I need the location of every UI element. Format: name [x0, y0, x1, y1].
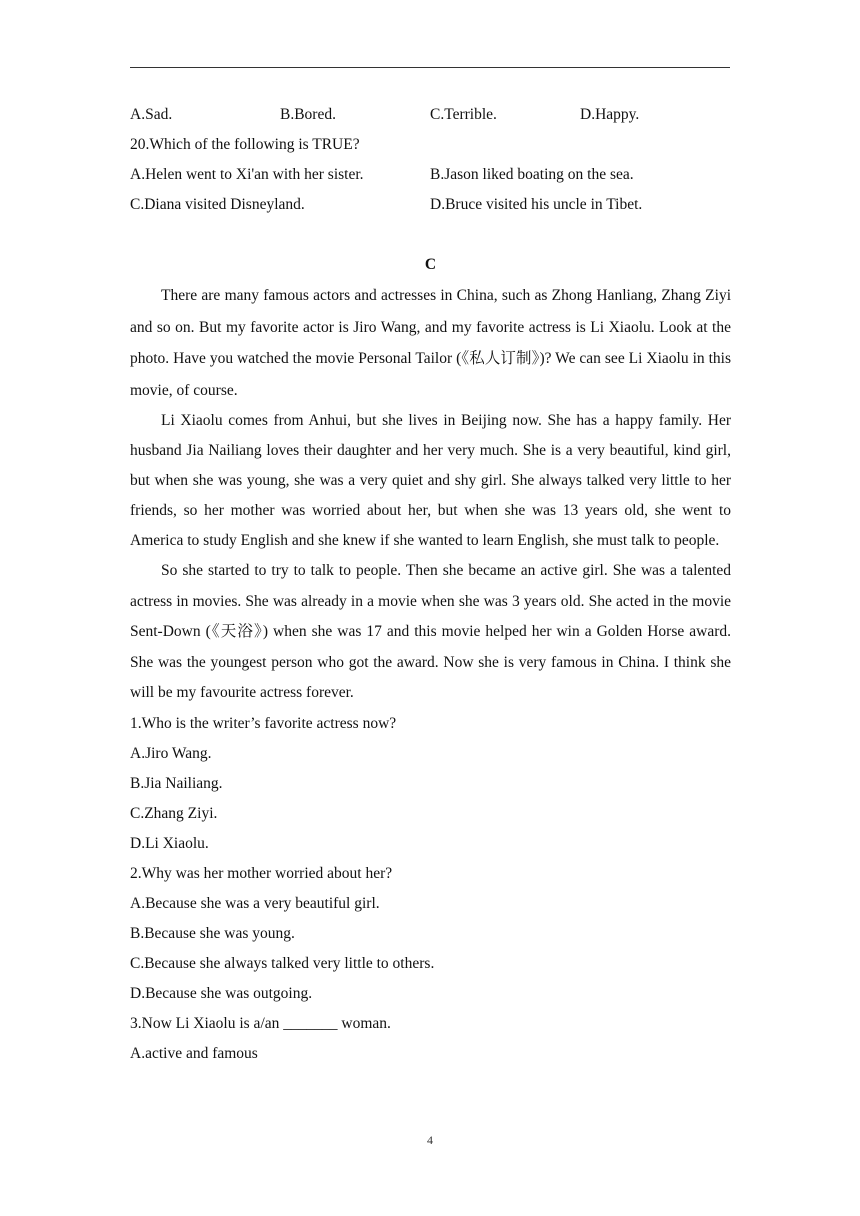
page-content [130, 100, 731, 1069]
option-c: C.Terrible. [430, 106, 497, 123]
section-title: C [424, 256, 437, 273]
passage-paragraph-3: So she started to try to talk to people. Then she became an active girl. She was a talented actress in movies. She was already in a movie when she was 3 years old. She acted in the movie Sent-Down (《天浴》) when she was 17 and this movie helped her win a Golden Horse award. She was the youngest person who got the award. Now she is very famous in China. I think she will be my favourite actress forever. [130, 562, 731, 702]
question-2-option-d: D.Because she was outgoing. [130, 984, 313, 1002]
option-c: C.Diana visited Disneyland. [130, 196, 305, 213]
question-20-options-row-2 [130, 190, 731, 220]
option-a: A.Helen went to Xi'an with her sister. [130, 166, 364, 183]
question-1-option-d: D.Li Xiaolu. [130, 834, 209, 852]
question-1-option-b: B.Jia Nailiang. [130, 774, 223, 792]
question-3-option-a: A.active and famous [130, 1044, 258, 1062]
question-20: 20.Which of the following is TRUE? [130, 136, 360, 153]
question-1: 1.Who is the writer’s favorite actress now? [130, 714, 397, 732]
passage-paragraph-2: Li Xiaolu comes from Anhui, but she lives in Beijing now. She has a happy family. Her husband Jia Nailiang loves their daughter and her very much. She is a very beautiful, kind girl, but when she was young, she was a very quiet and shy girl. She always talked very little to her friends, so her mother was worried about her, but when she was 13 years old, she went to America to study English and she knew if she wanted to learn English, she must talk to people. [130, 412, 731, 549]
question-2-option-b: B.Because she was young. [130, 924, 295, 942]
question-1-option-a: A.Jiro Wang. [130, 744, 212, 762]
passage-paragraph-1: There are many famous actors and actresses in China, such as Zhong Hanliang, Zhang Ziyi and so on. But my favorite actor is Jiro Wang, and my favorite actress is Li Xiaolu. Look at the photo. Have you watched the movie Personal Tailor (《私人订制》)? We can see Li Xiaolu in this movie, of course. [130, 287, 731, 399]
option-d: D.Bruce visited his uncle in Tibet. [430, 196, 643, 213]
question-2: 2.Why was her mother worried about her? [130, 864, 393, 882]
prev-question-options [130, 100, 731, 130]
option-b: B.Bored. [280, 106, 336, 123]
question-3: 3.Now Li Xiaolu is a/an _______ woman. [130, 1014, 391, 1032]
page-number: 4 [427, 1133, 433, 1147]
question-20-options-row-1 [130, 160, 731, 190]
question-1-option-c: C.Zhang Ziyi. [130, 804, 218, 822]
header-rule [130, 67, 730, 68]
option-d: D.Happy. [580, 106, 640, 123]
option-a: A.Sad. [130, 106, 173, 123]
option-b: B.Jason liked boating on the sea. [430, 166, 634, 183]
question-2-option-a: A.Because she was a very beautiful girl. [130, 894, 380, 912]
question-2-option-c: C.Because she always talked very little to others. [130, 954, 435, 972]
